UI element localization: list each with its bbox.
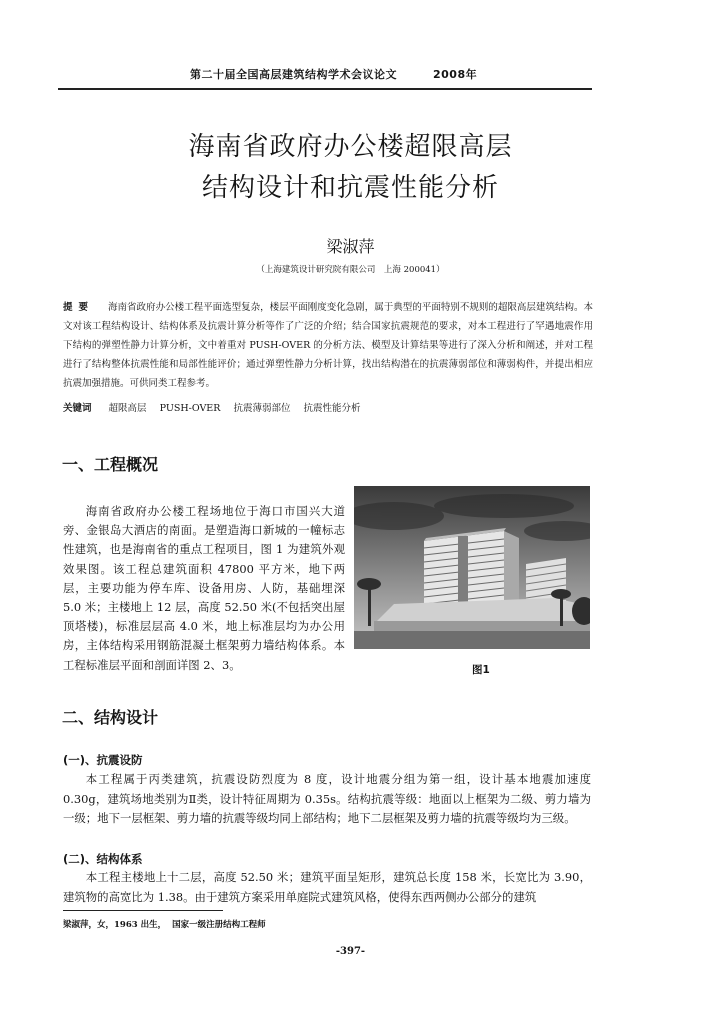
page-number: -397- bbox=[335, 946, 366, 957]
keywords-label: 关键词 bbox=[63, 403, 92, 414]
title-line-2: 结构设计和抗震性能分析 bbox=[201, 173, 499, 203]
keyword-item: 抗震薄弱部位 bbox=[233, 403, 291, 414]
footnote-rule bbox=[63, 910, 223, 911]
abstract-label: 提要 bbox=[63, 302, 95, 313]
footnote bbox=[63, 918, 266, 930]
conference-name: 第二十届全国高层建筑结构学术会议论文 bbox=[190, 68, 397, 81]
seismic-paragraph: 本工程属于丙类建筑，抗震设防烈度为 8 度，设计地震分组为第一组，设计基本地震加速度 0.30g，建筑场地类别为Ⅱ类，设计特征周期为 0.35s。结构抗震等级：地面以上框架为二级、剪力墙为一级；地下一层框架、剪力墙的抗震等级均同上部结构；地下二层框架及剪力墙的抗震等级均为三级。 bbox=[63, 772, 591, 825]
author-name: 梁淑萍 bbox=[326, 237, 375, 256]
system-paragraph: 本工程主楼地上十二层，高度 52.50 米；建筑平面呈矩形，建筑总长度 158 米，长宽比为 3.90，建筑物的高宽比为 1.38。由于建筑方案采用单庭院式建筑风格，使得东西两侧办公部分的建筑 bbox=[63, 870, 591, 904]
building-rendering-image bbox=[354, 486, 590, 649]
subsection-heading-seismic: (一)、抗震设防 bbox=[63, 753, 143, 767]
running-header bbox=[190, 66, 477, 82]
footnote-title: 国家一级注册结构工程师 bbox=[172, 920, 266, 930]
overview-paragraph: 海南省政府办公楼工程场地位于海口市国兴大道旁、金银岛大酒店的南面。是塑造海口新城的一幢标志性建筑，也是海南省的重点工程项目，图 1 为建筑外观效果图。该工程总建筑面积 47800 平方米，地下两层，主要功能为停车库、设备用房、人防，基础埋深 5.0 米；主楼地上 12 层，高度 52.50 米(不包括突出屋顶塔楼)，标准层层高 4.0 米，地上标准层均为办公用房，主体结构采用钢筋混凝土框架剪力墙结构体系。本工程标准层平面和剖面详图 2、3。 bbox=[63, 504, 345, 672]
subsection-heading-system: (二)、结构体系 bbox=[63, 852, 143, 866]
author-affiliation: （上海建筑设计研究院有限公司 上海 200041） bbox=[256, 265, 445, 275]
keywords bbox=[63, 400, 593, 414]
section-heading-overview: 一、工程概况 bbox=[62, 455, 159, 474]
abstract-text: 海南省政府办公楼工程平面选型复杂，楼层平面刚度变化急剧，属于典型的平面特别不规则的超限高层建筑结构。本文对该工程结构设计、结构体系及抗震计算分析等作了广泛的介绍；结合国家抗震规范的要求，对本工程进行了罕遇地震作用下结构的弹塑性静力计算分析，文中着重对 PUSH-OVER 的分析方法、模型及计算结果等进行了深入分析和阐述，并对工程进行了结构整体抗震性能和局部性能评价；通过弹塑性静力分析计算，找出结构潜在的抗震薄弱部位和薄弱构件，并提出相应抗震加强措施。可供同类工程参考。 bbox=[63, 302, 593, 389]
header-year: 2008年 bbox=[433, 68, 478, 81]
figure-caption: 图1 bbox=[472, 664, 490, 676]
keyword-item: PUSH-OVER bbox=[159, 403, 221, 414]
footnote-author: 梁淑萍，女，1963 出生， bbox=[63, 920, 167, 930]
header-rule bbox=[58, 88, 592, 90]
title-line-1: 海南省政府办公楼超限高层 bbox=[188, 132, 513, 162]
keyword-item: 抗震性能分析 bbox=[303, 403, 361, 414]
section-heading-structural-design: 二、结构设计 bbox=[62, 708, 159, 727]
keyword-item: 超限高层 bbox=[108, 403, 147, 414]
abstract bbox=[63, 298, 593, 393]
